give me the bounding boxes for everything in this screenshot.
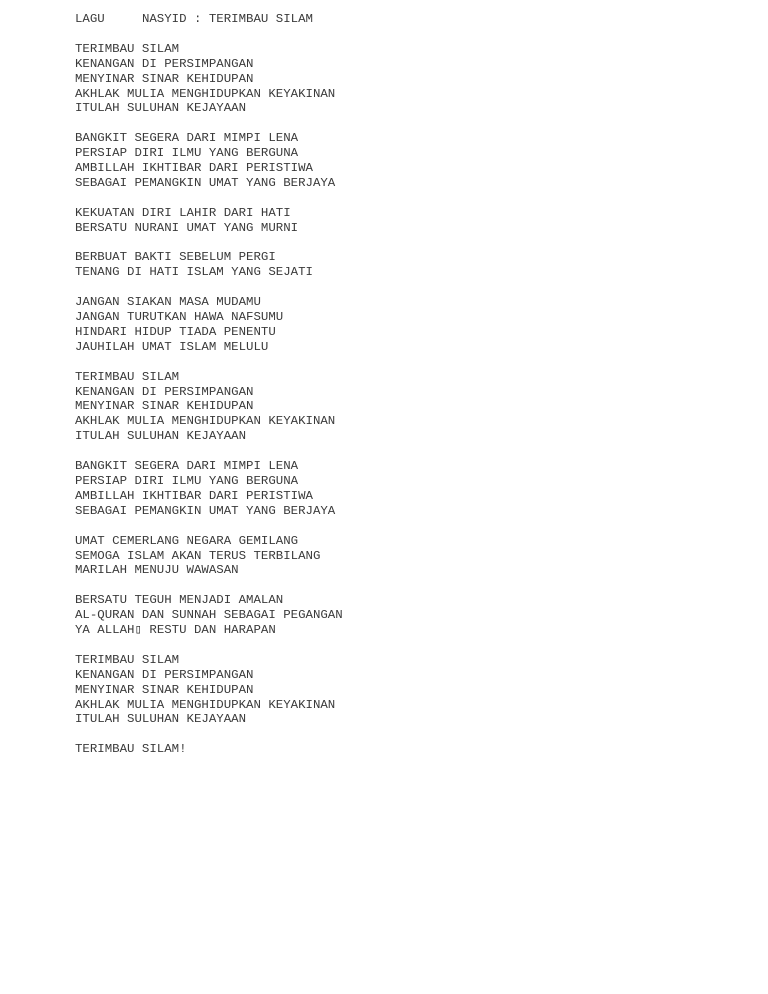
lyrics-document xyxy=(75,12,735,772)
lyric-line: JAUHILAH UMAT ISLAM MELULU xyxy=(75,339,269,354)
lyric-line: AL-QURAN DAN SUNNAH SEBAGAI PEGANGAN xyxy=(75,608,343,623)
lyric-line: KENANGAN DI PERSIMPANGAN xyxy=(75,667,254,682)
lyric-line: MENYINAR SINAR KEHIDUPAN xyxy=(75,399,254,414)
stanza xyxy=(75,370,735,445)
lyric-line: PERSIAP DIRI ILMU YANG BERGUNA xyxy=(75,146,299,161)
stanza xyxy=(75,295,735,355)
lyric-line: AKHLAK MULIA MENGHIDUPKAN KEYAKINAN xyxy=(75,697,336,712)
header-title: NASYID : TERIMBAU SILAM xyxy=(141,12,313,26)
lyric-line: BERBUAT BAKTI SEBELUM PERGI xyxy=(75,250,276,265)
lyric-line: BANGKIT SEGERA DARI MIMPI LENA xyxy=(75,131,299,146)
stanza xyxy=(75,459,735,519)
lyric-line: KENANGAN DI PERSIMPANGAN xyxy=(75,384,254,399)
lyric-line: TERIMBAU SILAM xyxy=(75,652,180,667)
stanza xyxy=(75,42,735,117)
lyric-line: TERIMBAU SILAM! xyxy=(75,742,187,757)
lyric-line: MENYINAR SINAR KEHIDUPAN xyxy=(75,71,254,86)
lyric-line: BERSATU NURANI UMAT YANG MURNI xyxy=(75,220,299,235)
lyric-line: ITULAH SULUHAN KEJAYAAN xyxy=(75,101,247,116)
lyric-line: AKHLAK MULIA MENGHIDUPKAN KEYAKINAN xyxy=(75,414,336,429)
lyric-line: SEBAGAI PEMANGKIN UMAT YANG BERJAYA xyxy=(75,503,336,518)
lyric-line: SEMOGA ISLAM AKAN TERUS TERBILANG xyxy=(75,548,321,563)
stanza xyxy=(75,534,735,579)
lyric-line: MARILAH MENUJU WAWASAN xyxy=(75,563,239,578)
stanza xyxy=(75,742,735,757)
lyric-line: UMAT CEMERLANG NEGARA GEMILANG xyxy=(75,533,299,548)
lyric-line: TERIMBAU SILAM xyxy=(75,41,180,56)
lyric-line: KEKUATAN DIRI LAHIR DARI HATI xyxy=(75,205,291,220)
lyric-line: MENYINAR SINAR KEHIDUPAN xyxy=(75,682,254,697)
stanza xyxy=(75,131,735,191)
lyric-line: YA ALLAH▯ RESTU DAN HARAPAN xyxy=(75,623,276,638)
lyric-line: JANGAN SIAKAN MASA MUDAMU xyxy=(75,295,261,310)
header-label: LAGU xyxy=(75,12,105,26)
lyric-line: ITULAH SULUHAN KEJAYAAN xyxy=(75,712,247,727)
stanza xyxy=(75,593,735,638)
stanza xyxy=(75,653,735,728)
lyric-line: PERSIAP DIRI ILMU YANG BERGUNA xyxy=(75,473,299,488)
lyric-line: SEBAGAI PEMANGKIN UMAT YANG BERJAYA xyxy=(75,175,336,190)
lyric-line: AKHLAK MULIA MENGHIDUPKAN KEYAKINAN xyxy=(75,86,336,101)
song-header xyxy=(75,12,735,27)
lyric-line: TENANG DI HATI ISLAM YANG SEJATI xyxy=(75,265,313,280)
stanza xyxy=(75,206,735,236)
lyric-line: AMBILLAH IKHTIBAR DARI PERISTIWA xyxy=(75,488,313,503)
stanza xyxy=(75,250,735,280)
lyric-line: HINDARI HIDUP TIADA PENENTU xyxy=(75,324,276,339)
lyric-line: KENANGAN DI PERSIMPANGAN xyxy=(75,56,254,71)
lyric-line: BERSATU TEGUH MENJADI AMALAN xyxy=(75,593,284,608)
lyric-line: TERIMBAU SILAM xyxy=(75,369,180,384)
lyric-line: AMBILLAH IKHTIBAR DARI PERISTIWA xyxy=(75,161,313,176)
lyrics-body xyxy=(75,42,735,757)
lyric-line: JANGAN TURUTKAN HAWA NAFSUMU xyxy=(75,310,284,325)
lyric-line: ITULAH SULUHAN KEJAYAAN xyxy=(75,429,247,444)
lyric-line: BANGKIT SEGERA DARI MIMPI LENA xyxy=(75,459,299,474)
